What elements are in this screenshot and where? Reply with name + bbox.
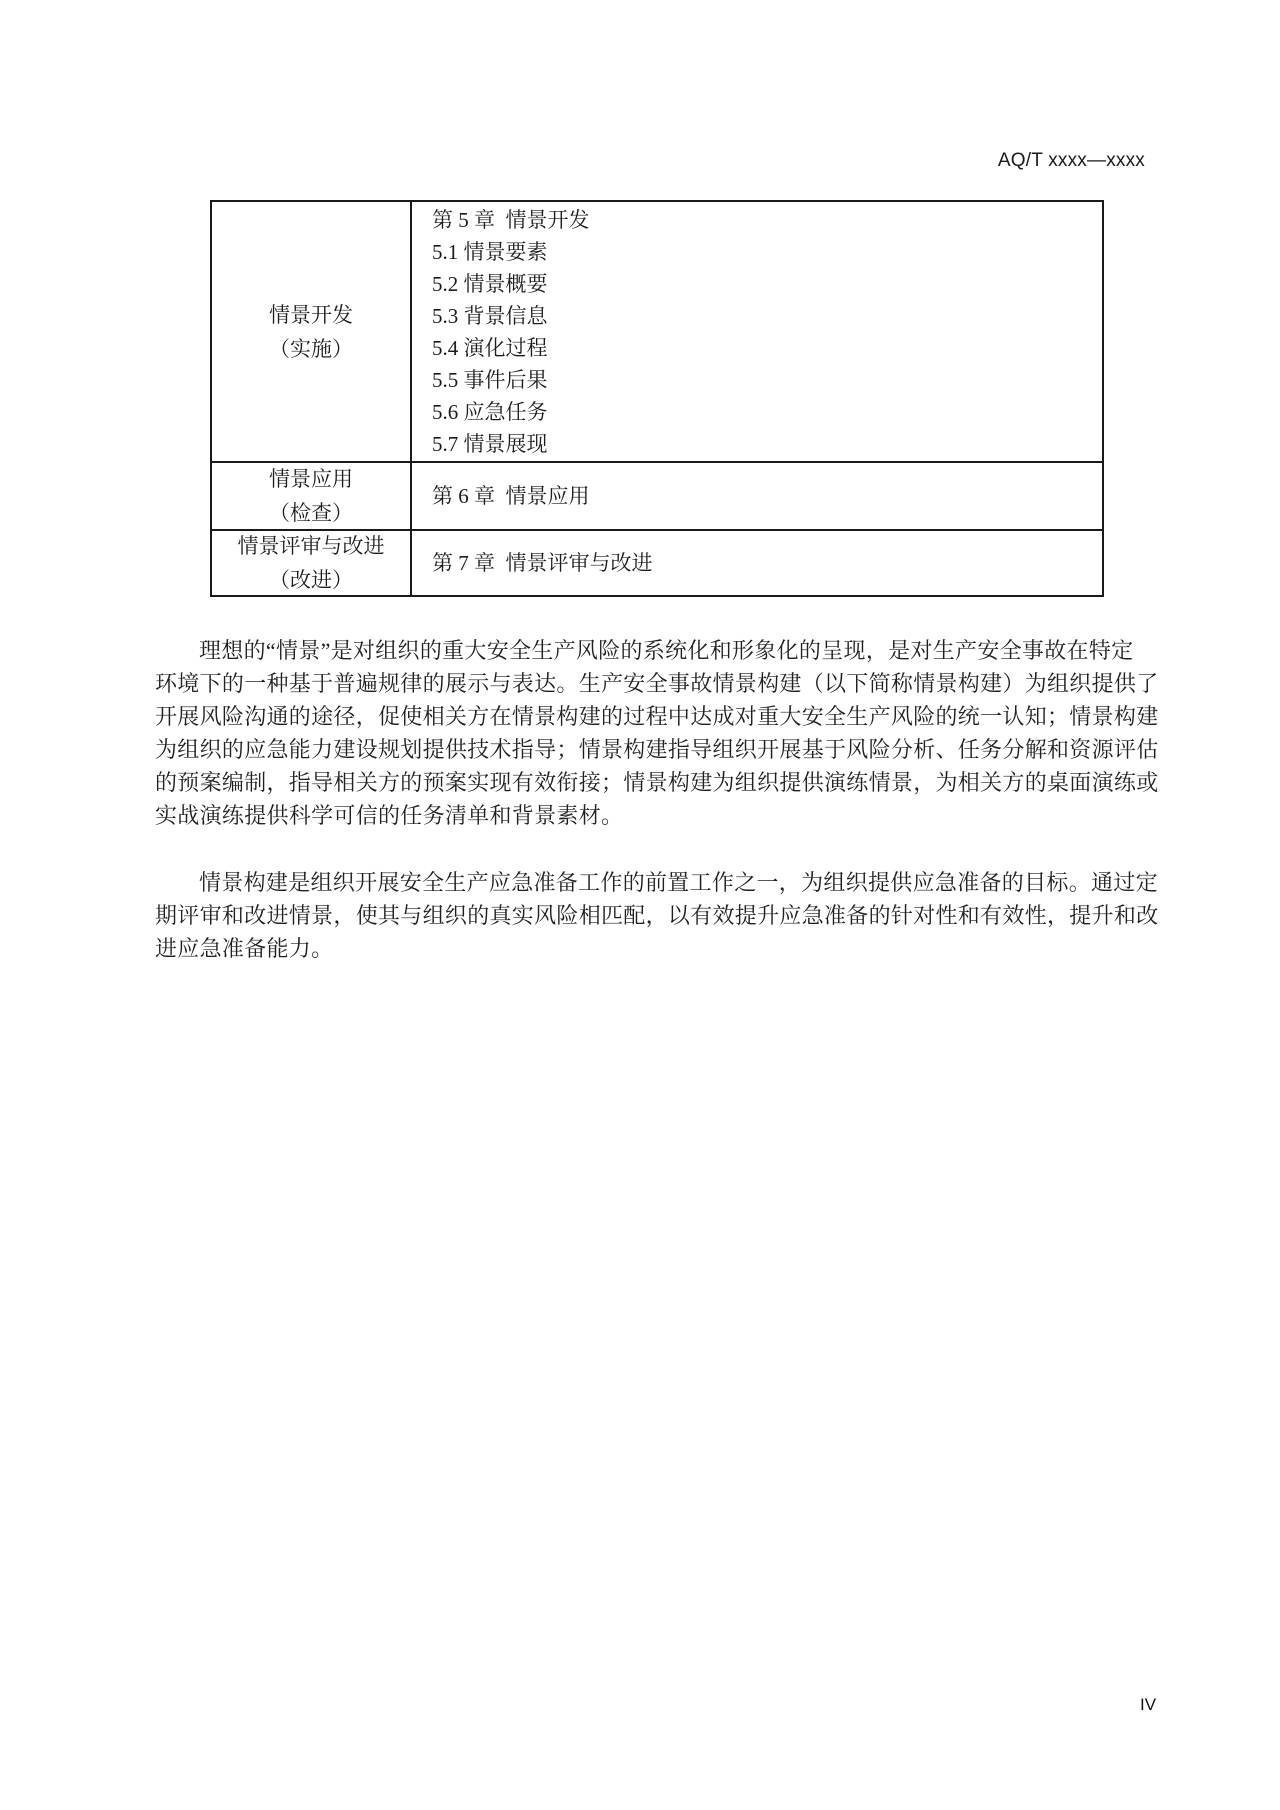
content-item: 5.5 事件后果 <box>432 367 548 392</box>
content-item: 5.6 应急任务 <box>432 399 548 424</box>
content-item: 5.2 情景概要 <box>432 271 548 296</box>
stage-pdca: （实施） <box>269 336 353 361</box>
page-number: IV <box>1140 1695 1157 1714</box>
table-row <box>212 463 1102 531</box>
scenario-stage-table <box>210 200 1104 597</box>
stage-cell <box>212 202 412 461</box>
paragraph-line: 环境下的一种基于普遍规律的展示与表达。生产安全事故情景构建（以下简称情景构建）为组织提供了 <box>155 671 1159 696</box>
paragraph-line: 实战演练提供科学可信的任务清单和背景素材。 <box>155 803 624 828</box>
content-item: 第 7 章 情景评审与改进 <box>432 551 653 575</box>
content-item: 5.4 演化过程 <box>432 335 548 360</box>
paragraph-line: 情景构建是组织开展安全生产应急准备工作的前置工作之一，为组织提供应急准备的目标。通过定 <box>199 870 1158 895</box>
content-item: 5.3 背景信息 <box>432 303 548 328</box>
stage-cell <box>212 531 412 595</box>
stage-name: 情景开发 <box>269 302 353 327</box>
paragraph-line: 为组织的应急能力建设规划提供技术指导；情景构建指导组织开展基于风险分析、任务分解和资源评估 <box>155 737 1159 762</box>
content-cell <box>412 463 1102 529</box>
paragraph-scenario-purpose <box>155 866 1161 965</box>
content-item: 5.7 情景展现 <box>432 431 548 456</box>
paragraph-line: 期评审和改进情景，使其与组织的真实风险相匹配，以有效提升应急准备的针对性和有效性，提升和改 <box>155 903 1159 928</box>
paragraph-scenario-definition <box>155 634 1161 832</box>
content-item: 第 5 章 情景开发 <box>432 207 590 232</box>
paragraph-line: 的预案编制，指导相关方的预案实现有效衔接；情景构建为组织提供演练情景，为相关方的桌面演练或 <box>155 770 1159 795</box>
content-item: 5.1 情景要素 <box>432 239 548 264</box>
paragraph-line: 进应急准备能力。 <box>155 936 334 961</box>
table-row <box>212 531 1102 595</box>
paragraph-line: 理想的“情景”是对组织的重大安全生产风险的系统化和形象化的呈现，是对生产安全事故在特定 <box>199 638 1134 663</box>
stage-name: 情景评审与改进 <box>237 534 385 558</box>
content-cell <box>412 531 1102 595</box>
stage-pdca: （改进） <box>269 568 353 592</box>
table-row <box>212 202 1102 463</box>
standard-code: AQ/T xxxx—xxxx <box>997 150 1145 171</box>
content-cell <box>412 202 1102 461</box>
stage-pdca: （检查） <box>269 501 353 525</box>
stage-cell <box>212 463 412 529</box>
paragraph-line: 开展风险沟通的途径，促使相关方在情景构建的过程中达成对重大安全生产风险的统一认知；情景构建 <box>155 704 1159 729</box>
content-item: 第 6 章 情景应用 <box>432 484 590 508</box>
stage-name: 情景应用 <box>269 467 353 491</box>
